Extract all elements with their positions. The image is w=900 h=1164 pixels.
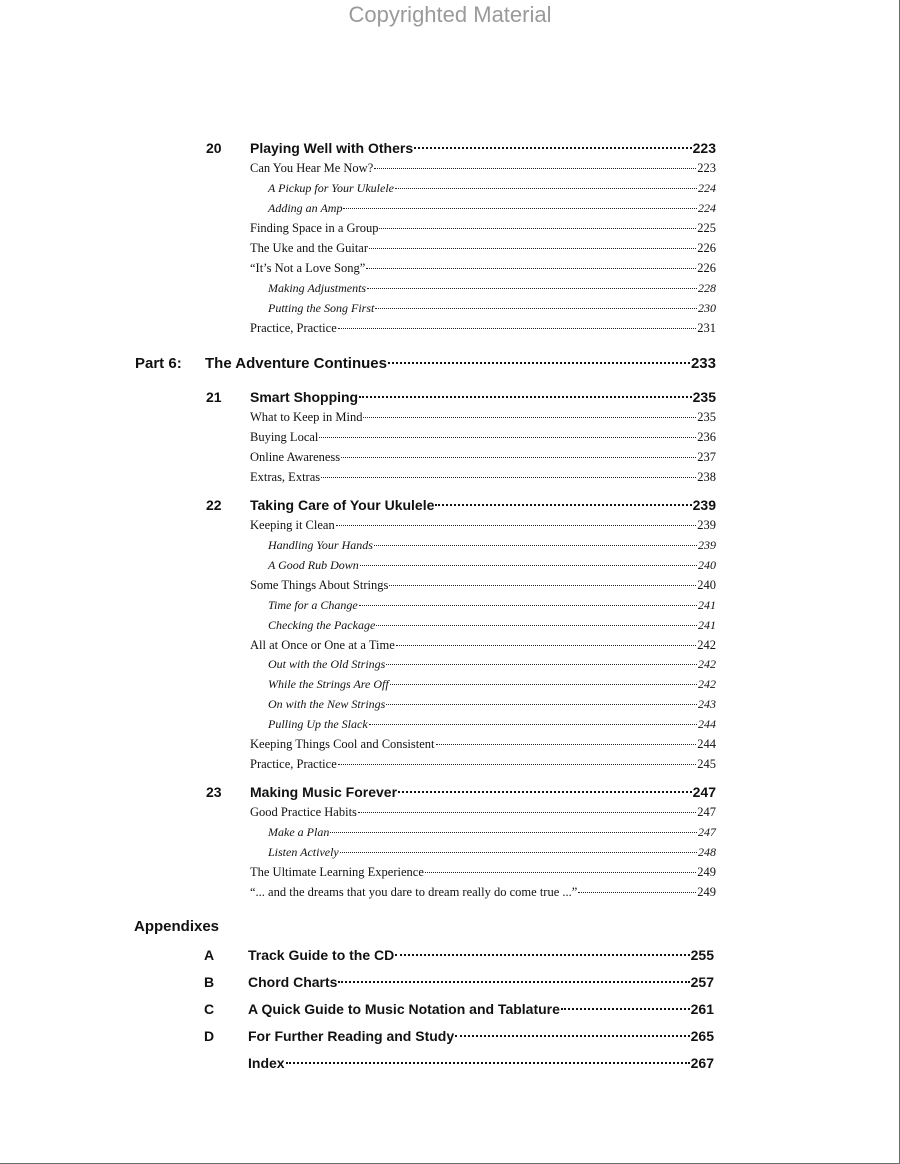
page-number: 238 [697, 470, 716, 484]
page-number: 244 [698, 717, 716, 731]
dot-leader [338, 764, 696, 765]
dot-leader [386, 664, 697, 665]
page-number: 267 [690, 1055, 714, 1071]
dot-leader [369, 724, 697, 725]
dot-leader [367, 288, 697, 289]
dot-leader [376, 625, 697, 626]
page-number: 231 [697, 321, 716, 335]
appendix-title: Track Guide to the CD [248, 947, 395, 963]
page-number: 240 [697, 578, 716, 592]
dot-leader [343, 208, 697, 209]
chapter-title: Making Music Forever [250, 784, 398, 800]
chapter-heading[interactable] [250, 784, 716, 800]
page-number: 244 [697, 737, 716, 751]
chapter-title: Smart Shopping [250, 389, 359, 405]
dot-leader [340, 852, 697, 853]
toc-subsection[interactable] [268, 825, 716, 840]
index-entry[interactable] [248, 1055, 714, 1071]
subsection-title: A Pickup for Your Ukulele [268, 181, 394, 195]
dot-leader [358, 812, 696, 813]
dot-leader [369, 248, 696, 249]
subsection-title: Making Adjustments [268, 281, 367, 295]
section-title: Extras, Extras [250, 470, 321, 484]
page-number: 242 [698, 657, 716, 671]
dot-leader [389, 585, 696, 586]
subsection-title: Listen Actively [268, 845, 339, 859]
toc-subsection[interactable] [268, 301, 716, 316]
page-number: 257 [690, 974, 714, 990]
page-number: 249 [697, 885, 716, 899]
dot-leader [374, 545, 697, 546]
page-number: 242 [697, 638, 716, 652]
toc-section[interactable] [250, 737, 716, 752]
dot-leader [398, 791, 692, 793]
page-number: 261 [690, 1001, 714, 1017]
dot-leader [359, 605, 697, 606]
page-number: 265 [690, 1028, 714, 1044]
page-number: 243 [698, 697, 716, 711]
toc-subsection[interactable] [268, 697, 716, 712]
chapter-heading[interactable] [250, 140, 716, 156]
section-title: Buying Local [250, 430, 319, 444]
dot-leader [359, 396, 692, 398]
toc-subsection[interactable] [268, 717, 716, 732]
dot-leader [366, 268, 696, 269]
section-title: Practice, Practice [250, 321, 337, 335]
dot-leader [435, 504, 691, 506]
toc-section[interactable] [250, 161, 716, 176]
section-title: All at Once or One at a Time [250, 638, 395, 652]
dot-leader [338, 981, 689, 983]
subsection-title: Handling Your Hands [268, 538, 373, 552]
toc-subsection[interactable] [268, 281, 716, 296]
chapter-heading[interactable] [250, 497, 716, 513]
toc-section[interactable] [250, 261, 716, 276]
dot-leader [363, 417, 696, 418]
dot-leader [386, 704, 697, 705]
chapter-heading[interactable] [250, 389, 716, 405]
appendix-letter: A [204, 947, 215, 963]
dot-leader [321, 477, 696, 478]
toc-section[interactable] [250, 518, 716, 533]
toc-section[interactable] [250, 885, 716, 900]
subsection-title: Putting the Song First [268, 301, 375, 315]
appendix-title: Chord Charts [248, 974, 338, 990]
page-number: 241 [698, 618, 716, 632]
toc-section[interactable] [250, 450, 716, 465]
appendix-title: For Further Reading and Study [248, 1028, 455, 1044]
toc-section[interactable] [250, 430, 716, 445]
page-number: 247 [698, 825, 716, 839]
toc-section[interactable] [250, 221, 716, 236]
page-number: 226 [697, 241, 716, 255]
toc-subsection[interactable] [268, 598, 716, 613]
page-number: 239 [692, 497, 716, 513]
dot-leader [396, 645, 696, 646]
page-number: 247 [697, 805, 716, 819]
toc-subsection[interactable] [268, 538, 716, 553]
page-number: 237 [697, 450, 716, 464]
toc-subsection[interactable] [268, 201, 716, 216]
subsection-title: On with the New Strings [268, 697, 386, 711]
section-title: Keeping Things Cool and Consistent [250, 737, 435, 751]
dot-leader [395, 954, 689, 956]
page-number: 242 [698, 677, 716, 691]
page-number: 255 [690, 947, 714, 963]
toc-section[interactable] [250, 410, 716, 425]
page-number: 233 [690, 355, 716, 372]
appendix-entry[interactable] [248, 947, 714, 963]
toc-section[interactable] [250, 865, 716, 880]
toc-section[interactable] [250, 241, 716, 256]
part-title: The Adventure Continues [205, 355, 387, 372]
toc-section[interactable] [250, 638, 716, 653]
dot-leader [425, 872, 696, 873]
dot-leader [330, 832, 697, 833]
section-title: Keeping it Clean [250, 518, 335, 532]
page-number: 245 [697, 757, 716, 771]
part-heading[interactable] [205, 355, 716, 372]
dot-leader [578, 892, 696, 893]
subsection-title: Pulling Up the Slack [268, 717, 368, 731]
dot-leader [436, 744, 697, 745]
dot-leader [390, 684, 697, 685]
section-title: Some Things About Strings [250, 578, 389, 592]
page-number: 248 [698, 845, 716, 859]
dot-leader [286, 1062, 690, 1064]
appendixes-heading: Appendixes [134, 918, 220, 935]
page-number: 239 [697, 518, 716, 532]
appendix-letter: D [204, 1028, 215, 1044]
page-number: 228 [698, 281, 716, 295]
page-number: 224 [698, 201, 716, 215]
appendix-title: A Quick Guide to Music Notation and Tablature [248, 1001, 560, 1017]
part-label: Part 6: [135, 355, 182, 372]
toc-section[interactable] [250, 757, 716, 772]
subsection-title: Out with the Old Strings [268, 657, 386, 671]
section-title: Good Practice Habits [250, 805, 357, 819]
dot-leader [388, 362, 690, 364]
toc-subsection[interactable] [268, 181, 716, 196]
dot-leader [338, 328, 696, 329]
page-number: 235 [692, 389, 716, 405]
index-title: Index [248, 1055, 285, 1071]
dot-leader [341, 457, 696, 458]
toc-subsection[interactable] [268, 657, 716, 672]
chapter-number: 20 [206, 140, 222, 156]
section-title: “It’s Not a Love Song” [250, 261, 366, 275]
toc-section[interactable] [250, 805, 716, 820]
toc-section[interactable] [250, 578, 716, 593]
page-number: 247 [692, 784, 716, 800]
subsection-title: Adding an Amp [268, 201, 343, 215]
subsection-title: Time for a Change [268, 598, 358, 612]
page-number: 226 [697, 261, 716, 275]
subsection-title: Checking the Package [268, 618, 376, 632]
page-number: 225 [697, 221, 716, 235]
appendix-letter: C [204, 1001, 215, 1017]
dot-leader [561, 1008, 690, 1010]
toc-section[interactable] [250, 321, 716, 336]
page-number: 240 [698, 558, 716, 572]
dot-leader [374, 168, 696, 169]
dot-leader [395, 188, 697, 189]
dot-leader [379, 228, 696, 229]
dot-leader [414, 147, 692, 149]
section-title: The Uke and the Guitar [250, 241, 369, 255]
page-number: 241 [698, 598, 716, 612]
chapter-title: Playing Well with Others [250, 140, 414, 156]
section-title: Online Awareness [250, 450, 341, 464]
toc-subsection[interactable] [268, 558, 716, 573]
toc-subsection[interactable] [268, 677, 716, 692]
appendix-letter: B [204, 974, 215, 990]
page-number: 235 [697, 410, 716, 424]
appendix-entry[interactable] [248, 1001, 714, 1017]
toc-subsection[interactable] [268, 845, 716, 860]
dot-leader [455, 1035, 690, 1037]
appendix-entry[interactable] [248, 1028, 714, 1044]
chapter-number: 23 [206, 784, 222, 800]
dot-leader [375, 308, 697, 309]
dot-leader [319, 437, 696, 438]
section-title: Can You Hear Me Now? [250, 161, 374, 175]
chapter-title: Taking Care of Your Ukulele [250, 497, 435, 513]
section-title: What to Keep in Mind [250, 410, 363, 424]
chapter-number: 21 [206, 389, 222, 405]
page-number: 236 [697, 430, 716, 444]
page-number: 223 [697, 161, 716, 175]
subsection-title: Make a Plan [268, 825, 330, 839]
subsection-title: While the Strings Are Off [268, 677, 389, 691]
page-number: 223 [692, 140, 716, 156]
dot-leader [336, 525, 697, 526]
section-title: Finding Space in a Group [250, 221, 379, 235]
appendix-entry[interactable] [248, 974, 714, 990]
page-number: 230 [698, 301, 716, 315]
page-number: 239 [698, 538, 716, 552]
toc-section[interactable] [250, 470, 716, 485]
toc-subsection[interactable] [268, 618, 716, 633]
page-number: 224 [698, 181, 716, 195]
dot-leader [360, 565, 697, 566]
section-title: Practice, Practice [250, 757, 337, 771]
section-title: The Ultimate Learning Experience [250, 865, 424, 879]
page-number: 249 [697, 865, 716, 879]
subsection-title: A Good Rub Down [268, 558, 359, 572]
copyright-watermark: Copyrighted Material [348, 2, 552, 27]
chapter-number: 22 [206, 497, 222, 513]
section-title: “... and the dreams that you dare to dream really do come true ...” [250, 885, 578, 899]
